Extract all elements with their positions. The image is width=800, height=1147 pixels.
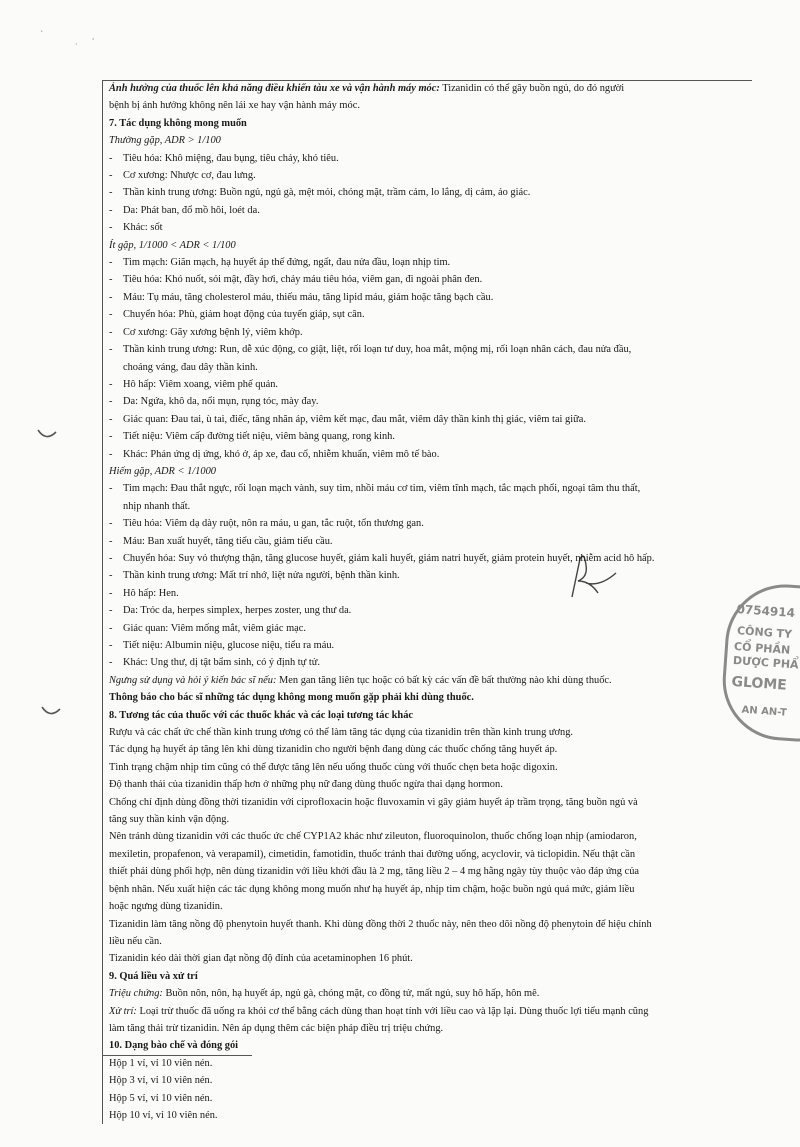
list-item: - Khác: sốt — [109, 222, 163, 234]
list-item: - Chuyển hóa: Suy vỏ thượng thận, tăng glucose huyết, giảm kali huyết, giảm natri huyết, giảm protein huyết, nhiễm acid hô hấp. — [109, 552, 655, 564]
stop-use-text: Men gan tăng liên tục hoặc có bất kỳ các vấn đề bất thường nào khi dùng thuốc. — [276, 674, 612, 686]
list-item: - Giác quan: Viêm mống mắt, viêm giác mạc. — [109, 622, 306, 634]
document-body — [102, 80, 759, 1124]
treatment-label: Xử trí: — [109, 1005, 137, 1017]
list-item: - Cơ xương: Gãy xương bệnh lý, viêm khớp. — [109, 326, 303, 338]
paragraph: Tác dụng hạ huyết áp tăng lên khi dùng tizanidin cho người bệnh đang dùng các thuốc chống tăng huyết áp. — [109, 744, 558, 756]
driving-text: Tizanidin có thể gây buồn ngủ, do đó người — [439, 83, 625, 94]
scan-speck: ˈ — [92, 37, 95, 46]
paragraph: mexiletin, propafenon, và verapamil), cimetidin, famotidin, thuốc tránh thai đường uống, acyclovir, và ticlopidin. Nếu thật cần — [109, 848, 636, 860]
package-item: Hộp 1 vỉ, vỉ 10 viên nén. — [109, 1057, 213, 1069]
frequency-label-rare: Hiếm gặp, ADR < 1/1000 — [109, 465, 216, 477]
list-item: - Máu: Ban xuất huyết, tăng tiểu cầu, giảm tiểu cầu. — [109, 535, 333, 547]
list-item: - Tiêu hóa: Khó nuốt, sỏi mật, đầy hơi, chảy máu tiêu hóa, viêm gan, đi ngoài phân đen. — [109, 274, 483, 286]
scan-speck: ˋ — [40, 30, 44, 39]
stamp-text: DƯỢC PHẨ — [732, 653, 799, 672]
list-common — [109, 150, 759, 237]
frequency-label-common: Thường gặp, ADR > 1/100 — [109, 135, 221, 147]
list-item: - Giác quan: Đau tai, ù tai, điếc, tăng nhãn áp, viêm kết mạc, đau mắt, viêm dây thần kinh thị giác, viêm tai giữa. — [109, 413, 586, 425]
list-item: - Cơ xương: Nhược cơ, đau lưng. — [109, 170, 256, 182]
paragraph: Tizanidin làm tăng nồng độ phenytoin huyết thanh. Khi dùng đồng thời 2 thuốc này, nên theo dõi nồng độ phenytoin để hiệu chỉnh — [109, 918, 652, 930]
list-item: - Hô hấp: Viêm xoang, viêm phế quản. — [109, 378, 279, 390]
paragraph: hoặc ngưng dùng tizanidin. — [109, 901, 223, 913]
paragraph: Độ thanh thải của tizanidin thấp hơn ở những phụ nữ đang dùng thuốc ngừa thai dạng hormon. — [109, 779, 503, 791]
section-heading-10: 10. Dạng bào chế và đóng gói — [109, 1040, 239, 1052]
paragraph: bệnh nhân. Nếu xuất hiện các tác dụng không mong muốn như hạ huyết áp, nhịp tim chậm, hoặc buồn ngủ quá mức, giảm liều — [109, 883, 635, 895]
list-item: - Máu: Tụ máu, tăng cholesterol máu, thiếu máu, tăng lipid máu, giảm hoặc tăng bạch cầu. — [109, 291, 494, 303]
stamp-text: 0754914 — [736, 602, 796, 621]
punch-hole-mark — [36, 428, 58, 442]
list-item: - Khác: Phản ứng dị ứng, khó ở, áp xe, đau cổ, nhiễm khuẩn, viêm mô tế bào. — [109, 448, 440, 460]
punch-hole-mark — [40, 705, 62, 719]
driving-paragraph — [109, 80, 759, 97]
stamp-text: AN AN-T — [741, 704, 788, 719]
symptoms-label: Triệu chứng: — [109, 988, 163, 1000]
list-item: - Hô hấp: Hen. — [109, 587, 179, 599]
paragraph: Nên tránh dùng tizanidin với các thuốc ức chế CYP1A2 khác như zileuton, fluoroquinolon, thuốc chống loạn nhịp (amiodaron, — [109, 831, 637, 843]
paragraph: Rượu và các chất ức chế thần kinh trung ương có thể làm tăng tác dụng của tizanidin trên thần kinh trung ương. — [109, 727, 574, 739]
section-heading-9: 9. Quá liều và xử trí — [109, 970, 198, 982]
paragraph: thiết phải dùng phối hợp, nên dùng tizanidin với liều khởi đầu là 2 mg, tăng liều 2 – 4 mg hằng ngày tùy thuộc vào đáp ứng của — [109, 866, 640, 878]
list-item: - Thần kinh trung ương: Buồn ngủ, ngủ gà, mệt mỏi, chóng mặt, trầm cảm, lo lắng, dị cảm, ảo giác. — [109, 187, 531, 199]
list-item: - Tiết niệu: Albumin niệu, glucose niệu, tiểu ra máu. — [109, 640, 335, 651]
frequency-label-uncommon: Ít gặp, 1/1000 < ADR < 1/100 — [109, 239, 236, 251]
section-heading-7: 7. Tác dụng không mong muốn — [109, 117, 247, 129]
list-item-continuation: choáng váng, đau dây thần kinh. — [123, 361, 258, 373]
list-item: - Chuyển hóa: Phù, giảm hoạt động của tuyến giáp, sụt cân. — [109, 309, 365, 321]
stop-use-paragraph — [109, 672, 759, 689]
symptoms-text: Buồn nôn, nôn, hạ huyết áp, ngủ gà, chóng mặt, co đồng tử, mất ngủ, suy hô hấp, hôn mê. — [162, 988, 540, 1000]
list-item: - Thần kinh trung ương: Run, dễ xúc động, co giật, liệt, rối loạn tư duy, hoa mắt, mộng mị, rối loạn nhân cách, đau nửa đầu, — [109, 344, 632, 356]
stop-use-label: Ngưng sử dụng và hỏi ý kiến bác sĩ nếu: — [109, 674, 277, 686]
paragraph: Tizanidin kéo dài thời gian đạt nồng độ đỉnh của acetaminophen 16 phút. — [109, 953, 413, 965]
list-rare — [109, 480, 759, 671]
section-heading-8: 8. Tương tác của thuốc với các thuốc khác và các loại tương tác khác — [109, 709, 414, 721]
list-item: - Tim mạch: Đau thắt ngực, rối loạn mạch vành, suy tim, nhồi máu cơ tim, viêm tĩnh mạch, tắc mạch phổi, ngoại tâm thu thất, — [109, 483, 641, 495]
list-item: - Tiết niệu: Viêm cấp đường tiết niệu, viêm bàng quang, rong kinh. — [109, 431, 395, 443]
package-item: Hộp 10 vỉ, vỉ 10 viên nén. — [109, 1109, 218, 1121]
list-item: - Da: Ngứa, khô da, nổi mụn, rụng tóc, mày đay. — [109, 396, 319, 408]
package-item: Hộp 3 vỉ, vỉ 10 viên nén. — [109, 1075, 213, 1087]
list-item-continuation: nhịp nhanh thất. — [123, 500, 191, 512]
paragraph: liều nếu cần. — [109, 935, 162, 947]
list-item: - Tiêu hóa: Viêm dạ dày ruột, nôn ra máu, u gan, tắc ruột, tổn thương gan. — [109, 518, 424, 530]
driving-heading: Ảnh hưởng của thuốc lên khả năng điều khiển tàu xe và vận hành máy móc: — [109, 83, 440, 94]
paragraph: Tình trạng chậm nhịp tim cũng có thể được tăng lên nếu uống thuốc cùng với thuốc chẹn beta hoặc digoxin. — [109, 761, 558, 773]
treatment-paragraph — [109, 1003, 759, 1020]
paragraph: Chống chỉ định dùng đồng thời tizanidin với ciprofloxacin hoặc fluvoxamin vì gây giảm huyết áp trầm trọng, tăng buồn ngủ và — [109, 796, 638, 808]
notify-doctor-text: Thông báo cho bác sĩ những tác dụng không mong muốn gặp phải khi dùng thuốc. — [109, 692, 474, 704]
list-item: - Thần kinh trung ương: Mất trí nhớ, liệt nửa người, bệnh thần kinh. — [109, 570, 400, 582]
stamp-text: GLOME — [730, 673, 788, 694]
treatment-text: làm tăng thải trừ tizanidin. Nên áp dụng thêm các biện pháp điều trị triệu chứng. — [109, 1022, 444, 1034]
page-frame-bottom — [102, 1055, 252, 1056]
list-uncommon — [109, 254, 759, 463]
treatment-text: Loại trừ thuốc đã uống ra khỏi cơ thể bằng cách dùng than hoạt tính với liều cao và lặp lại. Dùng thuốc lợi tiểu mạnh cũng — [136, 1005, 649, 1017]
symptoms-paragraph — [109, 985, 759, 1002]
package-item: Hộp 5 vỉ, vỉ 10 viên nén. — [109, 1092, 213, 1104]
list-item: - Tim mạch: Giãn mạch, hạ huyết áp thế đứng, ngất, đau nửa đầu, loạn nhịp tim. — [109, 257, 451, 269]
list-item: - Da: Phát ban, đổ mồ hôi, loét da. — [109, 204, 260, 216]
scan-speck: · — [75, 40, 78, 49]
paragraph: tăng suy thần kinh vận động. — [109, 814, 230, 826]
list-item: - Da: Tróc da, herpes simplex, herpes zoster, ung thư da. — [109, 605, 352, 617]
list-item: - Khác: Ung thư, dị tật bẩm sinh, có ý định tự tử. — [109, 657, 320, 669]
stamp-text: CỔ PHẦN — [733, 639, 791, 657]
stamp-text: CÔNG TY — [736, 624, 793, 641]
driving-text: bệnh bị ảnh hưởng không nên lái xe hay vận hành máy móc. — [109, 100, 360, 112]
list-item: - Tiêu hóa: Khô miệng, đau bụng, tiêu chảy, khó tiêu. — [109, 152, 339, 164]
